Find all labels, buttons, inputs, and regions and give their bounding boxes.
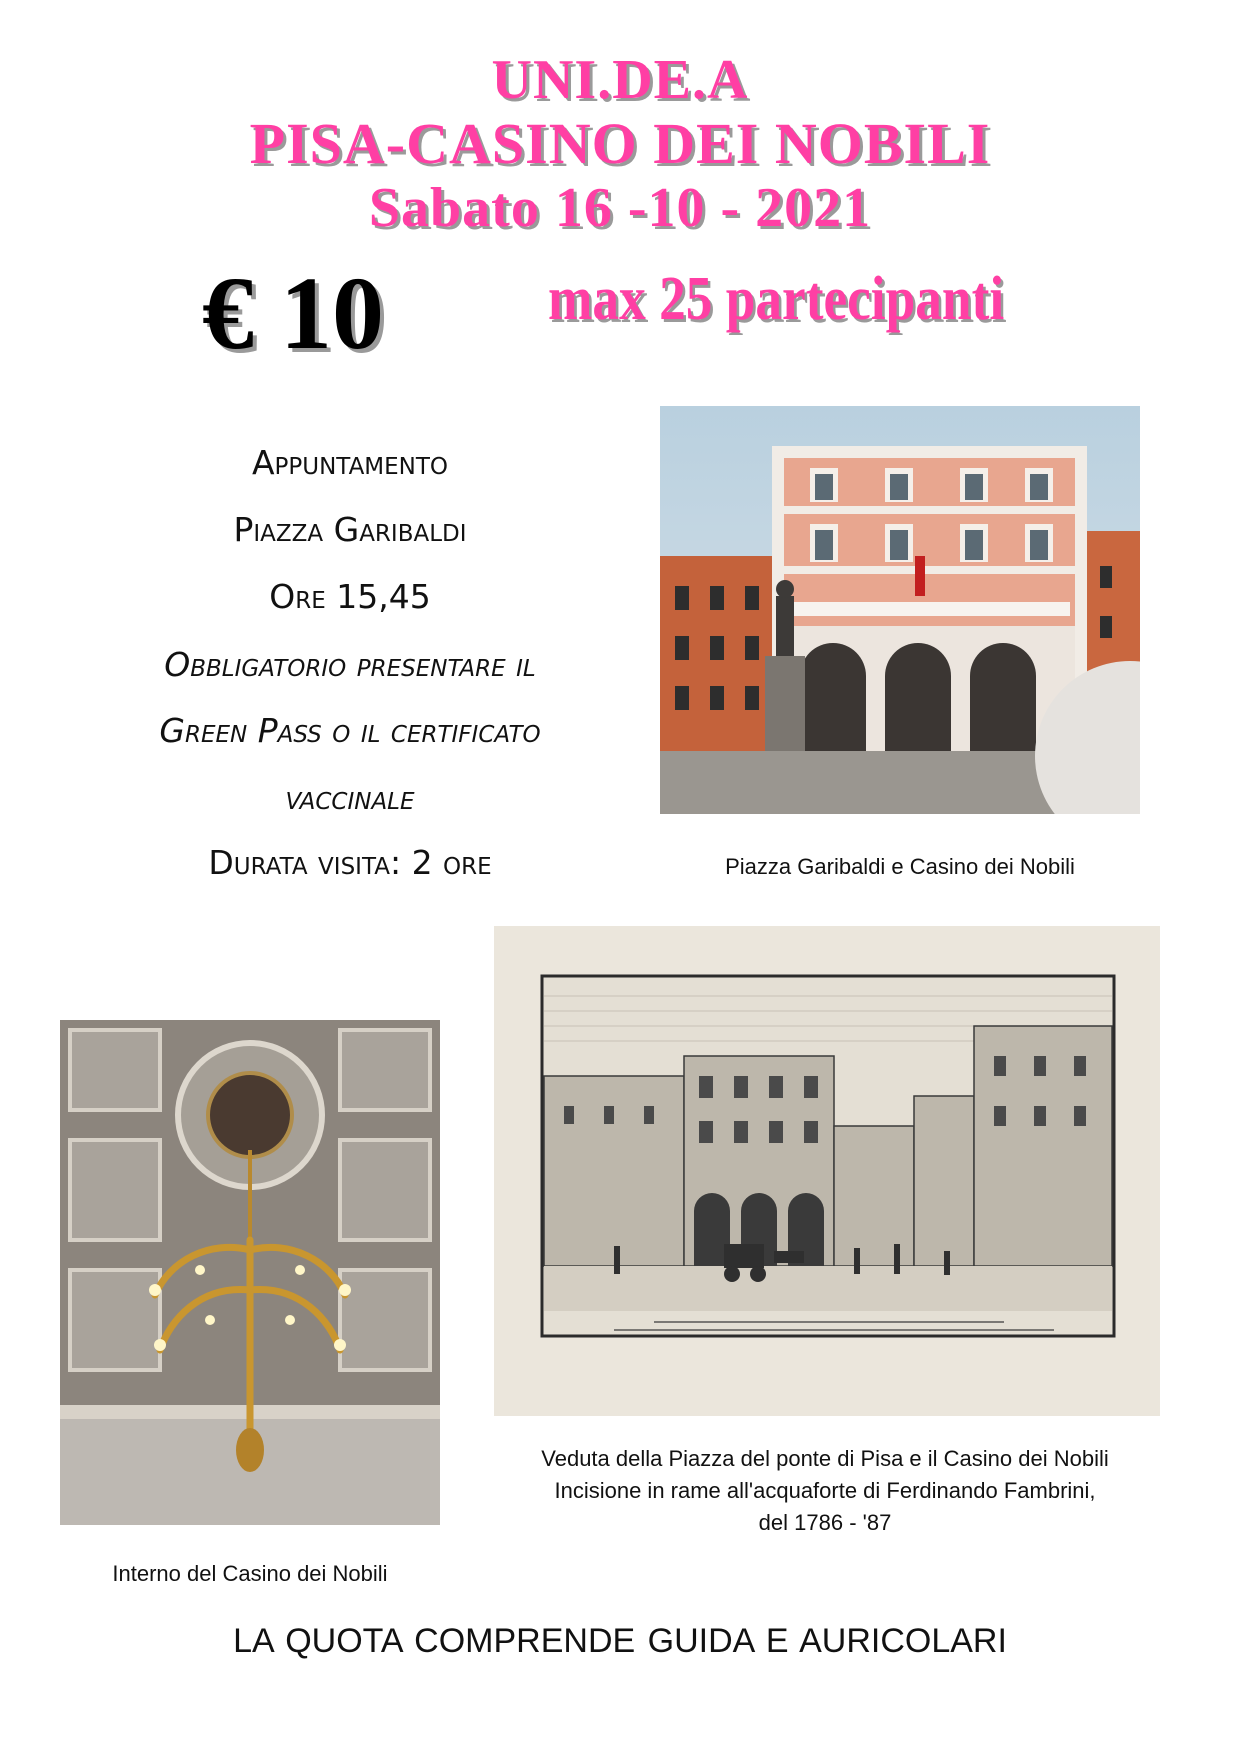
max-participants: max 25 partecipanti [548, 265, 1005, 333]
photo-piazza-garibaldi [660, 406, 1140, 814]
info-requirement-line3: vaccinale [285, 778, 415, 817]
photo-incisione-fambrini [494, 926, 1160, 1416]
interior-illustration [60, 1020, 440, 1525]
info-time: Ore 15,45 [269, 577, 431, 616]
photo-interno-casino [60, 1020, 440, 1525]
info-duration: Durata visita: 2 ore [208, 843, 492, 882]
caption-incisione [440, 1443, 1210, 1539]
event-date: Sabato 16 -10 - 2021 [368, 177, 872, 239]
caption-incisione-line1: Veduta della Piazza del ponte di Pisa e il Casino dei Nobili [541, 1446, 1109, 1471]
price: € 10 [202, 256, 384, 371]
engraving-illustration [494, 926, 1160, 1416]
caption-interno: Interno del Casino dei Nobili [112, 1561, 388, 1586]
caption-piazza: Piazza Garibaldi e Casino dei Nobili [725, 854, 1075, 879]
info-requirement-line1: Obbligatorio presentare il [164, 645, 536, 684]
info-requirement-line2: Green Pass o il certificato [159, 711, 541, 750]
info-location: Piazza Garibaldi [233, 510, 467, 549]
piazza-illustration [660, 406, 1140, 814]
footer-note: LA QUOTA COMPRENDE GUIDA E AURICOLARI [233, 1622, 1007, 1660]
caption-incisione-line3: del 1786 - '87 [758, 1509, 892, 1535]
title-line-1: UNI.DE.A [491, 49, 749, 111]
title-line-2: PISA-CASINO DEI NOBILI [249, 111, 991, 176]
info-appointment: Appuntamento [251, 443, 449, 482]
caption-incisione-line2: Incisione in rame all'acquaforte di Ferdinando Fambrini, [554, 1477, 1096, 1503]
